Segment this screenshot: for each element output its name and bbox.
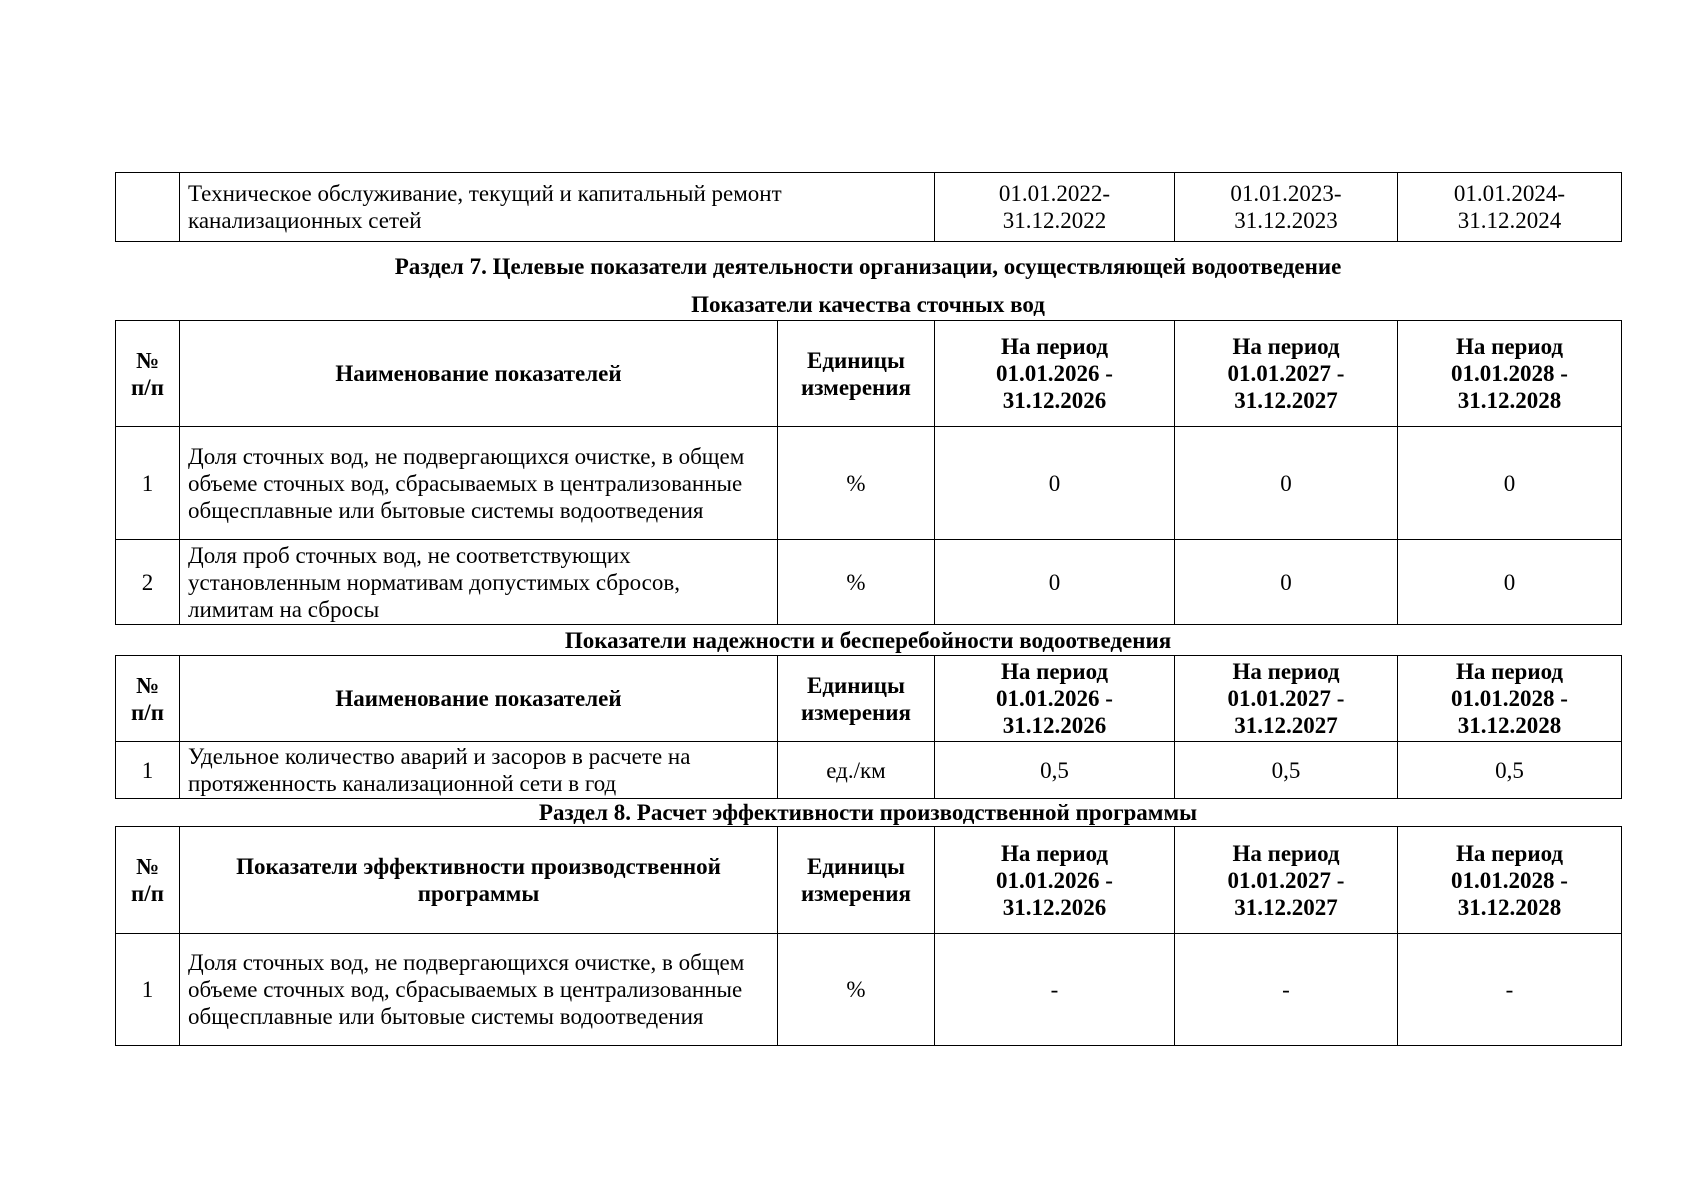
row-number: 1 <box>116 742 180 799</box>
table-row <box>116 742 1622 799</box>
table-row <box>116 934 1622 1046</box>
header-name: Наименование показателей <box>180 656 778 742</box>
reliability-table <box>115 655 1622 799</box>
header-unit: Единицы измерения <box>778 827 935 934</box>
row-value-1: - <box>935 934 1175 1046</box>
row-value-1: 0 <box>935 427 1175 540</box>
row-name: Удельное количество аварий и засоров в расчете на протяженность канализационной сети в год <box>180 742 778 799</box>
header-unit: Единицы измерения <box>778 321 935 427</box>
header-name: Наименование показателей <box>180 321 778 427</box>
header-name: Показатели эффективности производственной программы <box>180 827 778 934</box>
row-name-cell: Техническое обслуживание, текущий и капитальный ремонт канализационных сетей <box>180 173 935 242</box>
row-value-2: 0,5 <box>1175 742 1398 799</box>
row-value-3: - <box>1398 934 1622 1046</box>
row-unit: % <box>778 540 935 625</box>
header-period-3: На период 01.01.2028 - 31.12.2028 <box>1398 321 1622 427</box>
table-row <box>116 540 1622 625</box>
header-period-2: На период 01.01.2027 - 31.12.2027 <box>1175 827 1398 934</box>
table-row <box>116 427 1622 540</box>
continuation-table <box>115 172 1622 242</box>
period-value: 01.01.2023- 31.12.2023 <box>1230 181 1342 233</box>
row-value-3: 0 <box>1398 427 1622 540</box>
row-value-3: 0 <box>1398 540 1622 625</box>
table-header-row <box>116 321 1622 427</box>
row-number: 2 <box>116 540 180 625</box>
row-name: Доля сточных вод, не подвергающихся очистке, в общем объеме сточных вод, сбрасываемых в централизованные общесплавные или бытовые системы водоотведения <box>180 934 778 1046</box>
period-value: 01.01.2022- 31.12.2022 <box>998 181 1111 233</box>
period-value: 01.01.2024- 31.12.2024 <box>1453 181 1566 233</box>
efficiency-table <box>115 826 1622 1046</box>
header-period-1: На период 01.01.2026 - 31.12.2026 <box>935 321 1175 427</box>
row-number: 1 <box>116 427 180 540</box>
header-num: № п/п <box>116 321 180 427</box>
period-cell <box>935 173 1175 242</box>
period-cell <box>1175 173 1398 242</box>
row-unit: % <box>778 934 935 1046</box>
row-value-1: 0,5 <box>935 742 1175 799</box>
row-value-2: 0 <box>1175 427 1398 540</box>
section-7-title: Раздел 7. Целевые показатели деятельности организации, осуществляющей водоотведение <box>394 254 1342 279</box>
row-unit: ед./км <box>778 742 935 799</box>
row-unit: % <box>778 427 935 540</box>
row-number-cell <box>116 173 180 242</box>
header-period-1: На период 01.01.2026 - 31.12.2026 <box>935 656 1175 742</box>
row-name: Доля проб сточных вод, не соответствующих установленным нормативам допустимых сбросов, лимитам на сбросы <box>180 540 778 625</box>
header-num: № п/п <box>116 656 180 742</box>
row-value-2: 0 <box>1175 540 1398 625</box>
quality-table-caption: Показатели качества сточных вод <box>691 292 1045 317</box>
table-header-row <box>116 656 1622 742</box>
row-value-2: - <box>1175 934 1398 1046</box>
row-value-3: 0,5 <box>1398 742 1622 799</box>
header-period-3: На период 01.01.2028 - 31.12.2028 <box>1398 656 1622 742</box>
reliability-table-caption: Показатели надежности и бесперебойности водоотведения <box>564 628 1172 653</box>
header-unit: Единицы измерения <box>778 656 935 742</box>
row-value-1: 0 <box>935 540 1175 625</box>
section-8-title: Раздел 8. Расчет эффективности производственной программы <box>538 800 1198 825</box>
header-period-1: На период 01.01.2026 - 31.12.2026 <box>935 827 1175 934</box>
header-num: № п/п <box>116 827 180 934</box>
header-period-2: На период 01.01.2027 - 31.12.2027 <box>1175 656 1398 742</box>
row-name: Доля сточных вод, не подвергающихся очистке, в общем объеме сточных вод, сбрасываемых в централизованные общесплавные или бытовые системы водоотведения <box>180 427 778 540</box>
quality-table <box>115 320 1622 625</box>
table-header-row <box>116 827 1622 934</box>
period-cell <box>1398 173 1622 242</box>
row-number: 1 <box>116 934 180 1046</box>
header-period-3: На период 01.01.2028 - 31.12.2028 <box>1398 827 1622 934</box>
table-row <box>116 173 1622 242</box>
header-period-2: На период 01.01.2027 - 31.12.2027 <box>1175 321 1398 427</box>
